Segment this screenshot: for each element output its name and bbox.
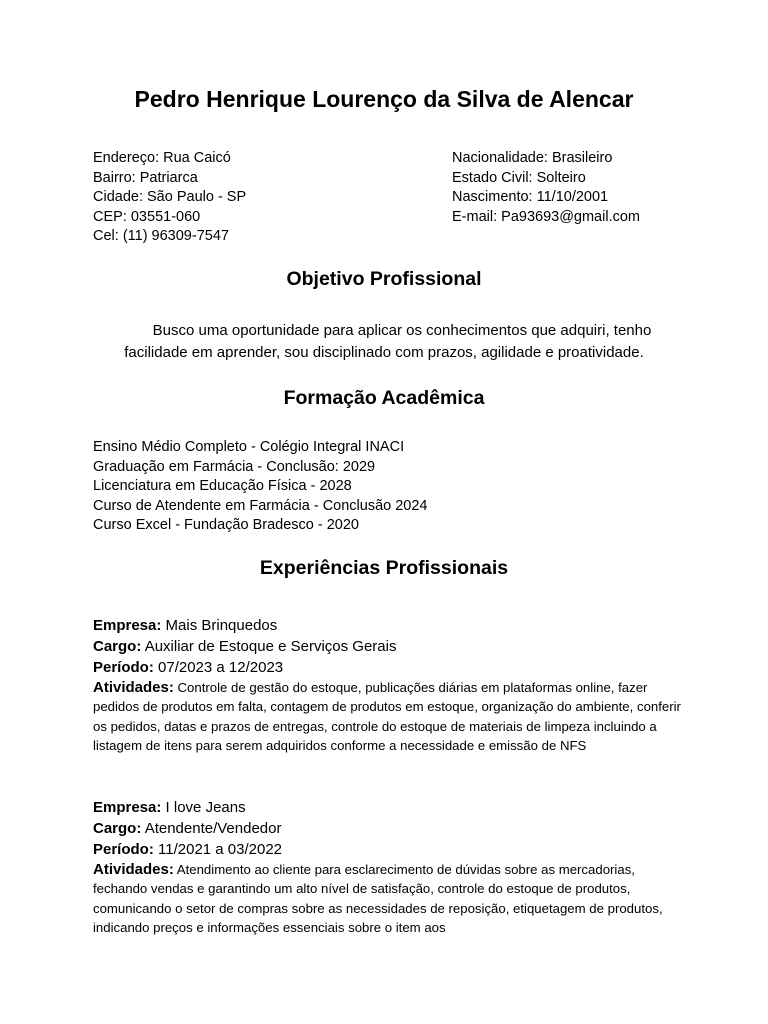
activities-label: Atividades: [93,861,174,878]
education-item: Graduação em Farmácia - Conclusão: 2029 [93,458,376,475]
period-label: Período: [93,659,154,676]
activities-value: Atendimento ao cliente para esclarecimento de dúvidas sobre as mercadorias, fechando vendas e garantindo um alto nível de satisfação, controle do estoque de produtos, comunicando o setor de compras sobre as necessidades de reposição, etiquetagem de produtos, indicando preços e informações essenciais sobre o item aos [93,862,663,936]
contact-info-right [452,149,640,227]
role-label: Cargo: [93,820,142,837]
candidate-name: Pedro Henrique Lourenço da Silva de Alencar [134,86,634,112]
company-row [93,797,683,818]
education-title: Formação Acadêmica [283,387,485,409]
phone-line: Cel: (11) 96309-7547 [93,228,229,244]
job-entry [93,797,683,938]
activities-row [93,860,683,938]
postal-code-line: CEP: 03551-060 [93,208,201,225]
education-item: Ensino Médio Completo - Colégio Integral INACI [93,439,405,455]
period-value: 07/2023 a 12/2023 [158,659,284,676]
neighborhood-line: Bairro: Patriarca [93,169,198,186]
role-row [93,818,683,839]
experience-title: Experiências Profissionais [259,557,509,579]
objective-text [93,320,675,364]
objective-title: Objetivo Profissional [286,268,482,290]
birth-date-line: Nascimento: 11/10/2001 [452,189,609,205]
contact-info-left [93,149,246,247]
role-value: Auxiliar de Estoque e Serviços Gerais [144,638,397,655]
email-line: E-mail: Pa93693@gmail.com [452,208,640,225]
period-row [93,839,683,860]
company-value: Mais Brinquedos [165,617,278,634]
objective-body: Busco uma oportunidade para aplicar os conhecimentos que adquiri, tenho facilidade em aprender, sou disciplinado com prazos, agilidade e proatividade. [124,322,652,361]
period-value: 11/2021 a 03/2022 [158,841,283,858]
company-value: I love Jeans [165,799,246,816]
education-item: Curso Excel - Fundação Bradesco - 2020 [93,517,359,533]
address-line: Endereço: Rua Caicó [93,150,231,166]
nationality-line: Nacionalidade: Brasileiro [452,150,613,166]
education-item: Curso de Atendente em Farmácia - Conclusão 2024 [93,497,428,514]
activities-value: Controle de gestão do estoque, publicações diárias em plataformas online, fazer pedidos de produtos em falta, contagem de produtos em estoque, organização do ambiente, conferir os pedidos, datas e prazos de entregas, controle do estoque de materiais de limpeza incluindo a listagem de itens para serem adquiridos conforme a necessidade e emissão de NFS [93,680,681,754]
period-row [93,657,683,678]
education-item: Licenciatura em Educação Física - 2028 [93,478,352,494]
period-label: Período: [93,841,154,858]
activities-row [93,678,683,756]
marital-status-line: Estado Civil: Solteiro [452,169,586,186]
city-line: Cidade: São Paulo - SP [93,189,247,205]
role-label: Cargo: [93,638,142,655]
education-list [93,438,428,536]
company-label: Empresa: [93,799,162,816]
role-value: Atendente/Vendedor [144,820,282,837]
job-entry [93,615,683,756]
company-label: Empresa: [93,617,162,634]
activities-label: Atividades: [93,679,174,696]
company-row [93,615,683,636]
role-row [93,636,683,657]
